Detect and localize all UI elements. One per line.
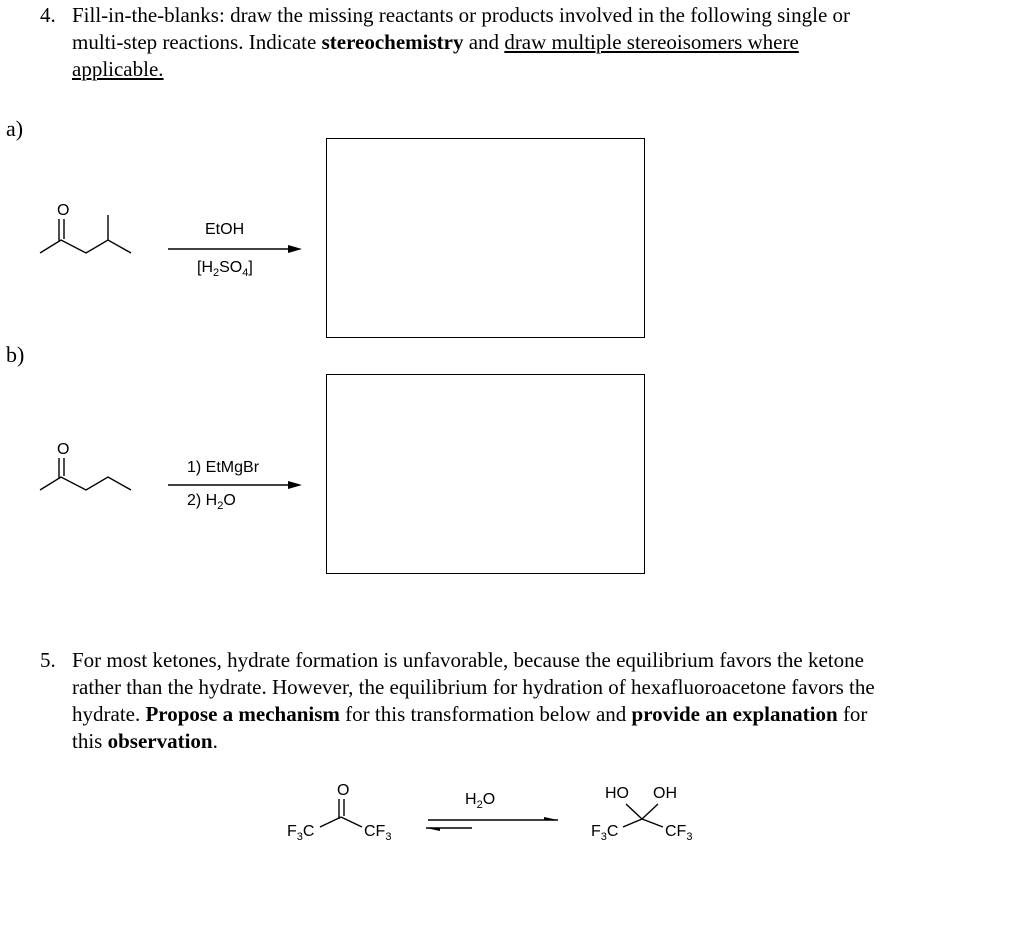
question-5-line2: rather than the hydrate. However, the equilibrium for hydration of hexafluoroacetone favors the xyxy=(72,675,875,699)
question-5-number: 5. xyxy=(40,648,56,672)
reactant-left-group: $F_3C$ xyxy=(287,823,315,843)
equilibrium-arrows xyxy=(422,815,562,835)
part-a-reagent-bottom: $[H_2SO_4]$ xyxy=(197,259,253,280)
part-b-answer-box[interactable] xyxy=(326,374,645,574)
question-4-number: 4. xyxy=(40,3,56,27)
part-a-reaction-arrow xyxy=(168,243,304,255)
question-5-line3: hydrate. Propose a mechanism for this transformation below and provide an explanation for xyxy=(72,702,868,726)
question-5-line4: this observation. xyxy=(72,729,218,753)
part-b-reaction-arrow xyxy=(168,479,304,491)
equilibrium-reagent: $H_2O$ xyxy=(465,791,496,812)
question-5-line1: For most ketones, hydrate formation is unfavorable, because the equilibrium favors the ketone xyxy=(72,648,864,672)
product-hydroxyl-right: OH xyxy=(653,785,677,802)
part-b-step2: 2) $H_2O$ xyxy=(187,492,236,513)
reactant-right-group: $CF_3$ xyxy=(364,823,392,843)
part-b-reactant-structure xyxy=(30,432,150,502)
carbonyl-oxygen-label: O xyxy=(337,782,350,799)
part-b-step1: 1) EtMgBr xyxy=(187,459,260,476)
product-right-group: $CF_3$ xyxy=(665,823,693,843)
stereoisomers-instruction: draw multiple stereoisomers where xyxy=(504,30,799,54)
hydrate-product-structure xyxy=(585,778,715,848)
carbonyl-oxygen-label: O xyxy=(57,441,70,458)
question-4-line1: Fill-in-the-blanks: draw the missing reactants or products involved in the following single or xyxy=(72,3,851,27)
part-a-reactant-structure xyxy=(30,195,150,265)
part-a-answer-box[interactable] xyxy=(326,138,645,338)
stereochemistry-emphasis: stereochemistry xyxy=(321,30,464,54)
hexafluoroacetone-structure xyxy=(280,775,410,845)
question-4-line2: multi-step reactions. Indicate stereochemistry and draw multiple stereoisomers where xyxy=(72,30,799,54)
part-a-label: a) xyxy=(6,116,24,141)
carbonyl-oxygen-label: O xyxy=(57,202,70,219)
part-b-label: b) xyxy=(6,342,25,367)
part-a-reagent-top: EtOH xyxy=(205,221,245,238)
product-left-group: $F_3C$ xyxy=(591,823,619,843)
question-4-line3: applicable. xyxy=(72,57,164,81)
product-hydroxyl-left: HO xyxy=(605,785,629,802)
